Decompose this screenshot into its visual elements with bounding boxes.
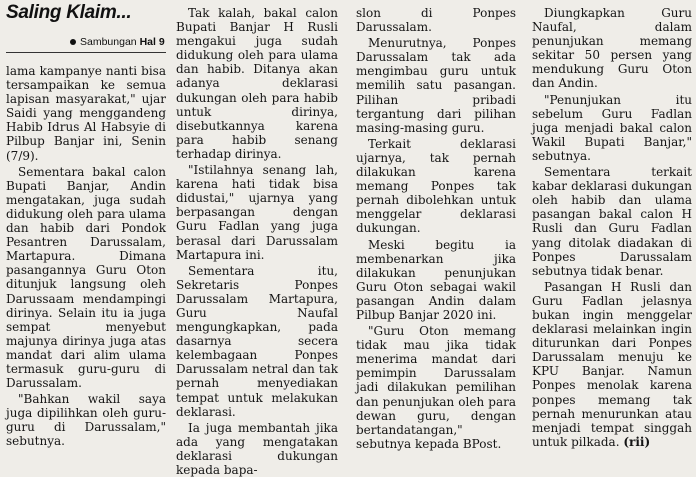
article-paragraph (356, 324, 516, 451)
article-paragraph (356, 238, 516, 323)
article-paragraph (6, 165, 166, 391)
paragraph-text: Terkait deklarasi ujarnya, tak pernah dilakukan karena memang Ponpes tak pernah dibolehkan untuk menggelar deklarasi dukungan. (356, 136, 516, 236)
paragraph-text: Sementara itu, Sekretaris Ponpes Darussalam Martapura, Guru Naufal mengungkapkan, pada dasarnya secera kelembagaan Ponpes Darussalam netral dan tak pernah menyediakan tempat untuk melakukan deklarasi. (176, 263, 338, 419)
article-column-1 (6, 64, 166, 449)
article-paragraph (356, 137, 516, 236)
paragraph-text: Ia juga membantah jika ada yang mengatakan deklarasi dukungan kepada bapa- (176, 420, 338, 477)
article-paragraph (532, 6, 692, 91)
article-paragraph (176, 264, 338, 419)
article-paragraph (176, 421, 338, 477)
header-divider (6, 52, 166, 53)
paragraph-text: Sementara bakal calon Bupati Banjar, Andin mengatakan, juga sudah didukung oleh para ulama dan habib dari Pondok Pesantren Darussalam, Martapura. Dimana pasangannya Guru Oton ditunjuk langsung oleh Darussaam mendampingi dirinya. Selain itu ia juga sempat menyebut majunya dirinya juga atas mandat dari alim ulama termasuk guru-guru di Darussalam. (6, 164, 166, 391)
article-column-2 (176, 6, 338, 477)
article-paragraph (176, 6, 338, 161)
continuation-prefix: Sambungan (80, 36, 137, 48)
article-paragraph (532, 165, 692, 278)
article-paragraph (356, 6, 516, 34)
paragraph-text: Meski begitu ia membenarkan jika dilakukan penunjukan Guru Oton sebagai wakil pasangan Andin dalam Pilbup Banjar 2020 ini. (356, 237, 516, 322)
article-paragraph (356, 36, 516, 135)
paragraph-text: slon di Ponpes Darussalam. (356, 6, 516, 35)
paragraph-text: "Penunjukan itu sebelum Guru Fadlan juga menjadi bakal calon Wakil Bupati Banjar," sebutnya. (532, 92, 692, 163)
continuation-page: Hal 9 (139, 36, 165, 48)
article-paragraph (6, 392, 166, 448)
paragraph-text: Menurutnya, Ponpes Darussalam tak ada mengimbau guru untuk memilih satu pasangan. Pilihan pribadi tergantung dari pilihan masing-masing guru. (356, 36, 516, 135)
paragraph-text: "Guru Oton memang tidak mau jika tidak menerima mandat dari pemimpin Darussalam jadi dilakukan pemilihan dan penunjukan oleh para dewan guru, dengan bertandatangan," sebutnya kepada BPost. (356, 324, 516, 451)
article-column-4 (532, 6, 692, 449)
article-paragraph (532, 280, 692, 449)
article-paragraph (532, 93, 692, 163)
bullet-dot-icon (70, 39, 76, 45)
author-signoff: (rii) (623, 434, 651, 449)
article-paragraph (6, 64, 166, 163)
article-title: Saling Klaim... (6, 2, 132, 23)
paragraph-text: Sementara terkait kabar deklarasi dukungan oleh habib dan ulama pasangan bakal calon H Rusli dan Guru Fadlan yang ditolak diadakan di Ponpes Darussalam sebutnya tidak benar. (532, 165, 692, 278)
paragraph-text: Tak kalah, bakal calon Bupati Banjar H Rusli mengakui juga sudah didukung oleh para ulama dan habib. Ditanya akan adanya deklarasi dukungan oleh para habib untuk dirinya, disebutkannya karena para habib senang terhadap dirinya. (176, 6, 338, 161)
article-column-3 (356, 6, 516, 451)
paragraph-text: "Istilahnya senang lah, karena hati tidak bisa didustai," ujarnya yang berpasangan dengan Guru Fadlan yang juga berasal dari Darussalam Martapura ini. (176, 163, 338, 262)
paragraph-text: Diungkapkan Guru Naufal, dalam penunjukan memang sekitar 50 persen yang mendukung Guru Oton dan Andin. (532, 6, 692, 91)
article-paragraph (176, 163, 338, 262)
paragraph-text: lama kampanye nanti bisa tersampaikan ke semua lapisan masyarakat," ujar Saidi yang menggandeng Habib Idrus Al Habsyie di Pilbup Banjar ini, Senin (7/9). (6, 64, 166, 163)
paragraph-text: Pasangan H Rusli dan Guru Fadlan jelasnya bukan ingin menggelar deklarasi melainkan ingin diturunkan dari Ponpes Darussalam menuju ke KPU Banjar. Namun Ponpes menolak karena ponpes memang tak pernah menurunkan atau menjadi tempat singgah untuk pilkada. (532, 279, 692, 449)
paragraph-text: "Bahkan wakil saya juga dipilihkan oleh guru-guru di Darussalam," sebutnya. (6, 392, 166, 449)
continuation-note (70, 36, 165, 48)
